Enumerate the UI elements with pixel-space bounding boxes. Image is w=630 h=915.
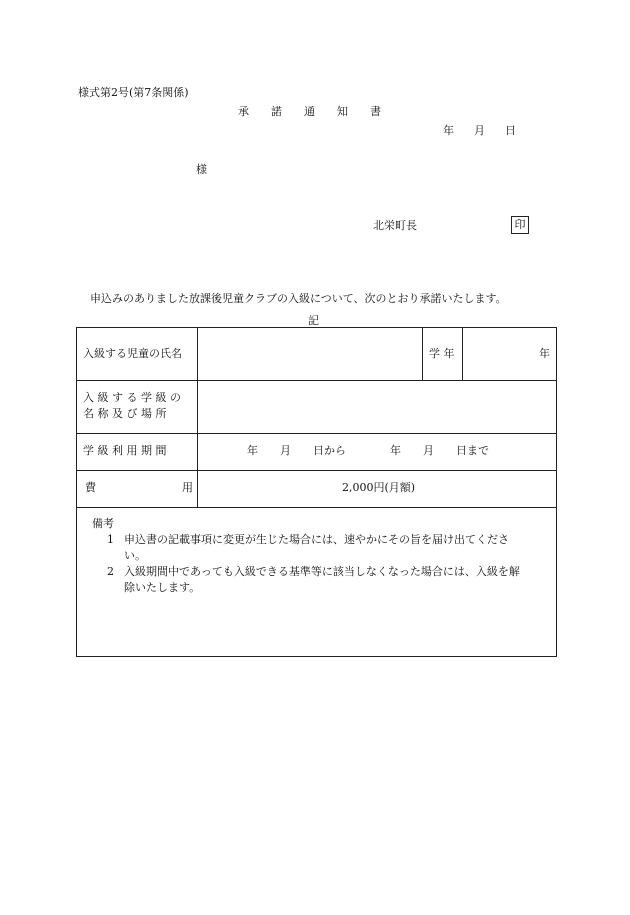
class-name-label-line1: 入 級 す る 学 級 の <box>83 391 181 404</box>
row-divider <box>77 380 556 381</box>
fee-label-right: 用 <box>182 481 193 494</box>
row-divider <box>77 470 556 471</box>
intro-text: 申込みのありました放課後児童クラブの入級について、次のとおり承諾いたします。 <box>90 292 507 305</box>
notes-section <box>92 516 524 596</box>
grade-label: 学 年 <box>429 347 455 360</box>
grade-unit: 年 <box>539 347 550 360</box>
form-number: 様式第2号(第7条関係) <box>78 86 189 99</box>
note-number: 1 <box>107 532 114 546</box>
column-divider <box>422 328 423 380</box>
class-name-label-line2: 名 称 及 び 場 所 <box>83 407 167 420</box>
row-divider <box>77 507 556 508</box>
fee-label-left: 費 <box>85 481 96 494</box>
title-char-1: 承 <box>238 105 249 118</box>
title-char-3: 通 <box>304 105 315 118</box>
approval-table <box>76 327 557 657</box>
column-divider <box>197 328 198 507</box>
period-value: 年 月 日から 年 月 日まで <box>247 444 489 457</box>
child-name-label: 入級する児童の氏名 <box>83 347 182 360</box>
note-text: 入級期間中であっても入級できる基準等に該当しなくなった場合には、入級を解除いたします。 <box>124 564 520 594</box>
date-line <box>443 124 536 137</box>
addressee-suffix: 様 <box>196 163 207 176</box>
note-item <box>92 532 524 564</box>
row-divider <box>77 433 556 434</box>
notes-heading: 備考 <box>92 517 114 530</box>
column-divider <box>462 328 463 380</box>
document-title <box>238 105 403 118</box>
date-month: 月 <box>474 124 485 137</box>
date-day: 日 <box>505 124 516 137</box>
title-char-4: 知 <box>337 105 348 118</box>
title-char-5: 書 <box>370 105 381 118</box>
note-item <box>92 564 524 596</box>
period-label: 学 級 利 用 期 間 <box>83 444 167 457</box>
seal-mark: 印 <box>511 216 529 234</box>
note-number: 2 <box>107 564 114 578</box>
date-year: 年 <box>443 124 454 137</box>
note-text: 申込書の記載事項に変更が生じた場合には、速やかにその旨を届け出てください。 <box>124 532 509 562</box>
ki-heading: 記 <box>308 314 319 327</box>
fee-value: 2,000円(月額) <box>342 481 416 494</box>
title-char-2: 諾 <box>271 105 282 118</box>
issuer-name: 北栄町長 <box>373 219 417 232</box>
